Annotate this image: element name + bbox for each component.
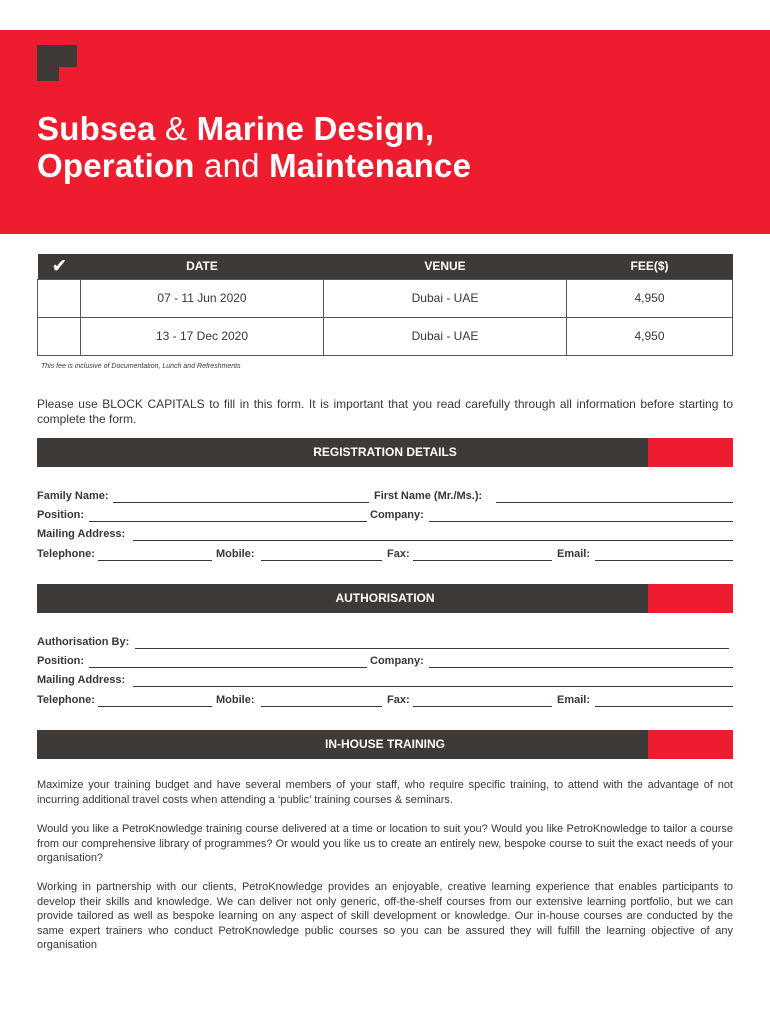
- registration-heading: REGISTRATION DETAILS: [313, 445, 457, 459]
- header-banner: [0, 30, 770, 234]
- first-name-field[interactable]: [496, 502, 733, 503]
- family-name-label: Family Name:: [37, 490, 109, 502]
- form-row: [37, 636, 733, 652]
- venue-cell: Dubai - UAE: [324, 317, 567, 355]
- fee-header: FEE($): [567, 254, 733, 279]
- instructions: Please use BLOCK CAPITALS to fill in this form. It is important that you read carefully through all information before starting to complete the form.: [37, 397, 733, 426]
- email-field[interactable]: [595, 706, 733, 707]
- mobile-field[interactable]: [261, 560, 382, 561]
- company-field[interactable]: [429, 521, 733, 522]
- position-field[interactable]: [89, 667, 367, 668]
- mailing-address-label: Mailing Address:: [37, 528, 126, 540]
- mailing-address-field[interactable]: [133, 686, 733, 687]
- fax-label: Fax:: [387, 548, 410, 560]
- mailing-address-field[interactable]: [133, 540, 733, 541]
- select-checkbox[interactable]: [38, 317, 81, 355]
- fee-cell: 4,950: [567, 317, 733, 355]
- company-field[interactable]: [429, 667, 733, 668]
- date-cell: 13 - 17 Dec 2020: [81, 317, 324, 355]
- form-row: [37, 548, 733, 564]
- select-checkbox[interactable]: [38, 279, 81, 317]
- registration-heading-bar: [37, 438, 733, 467]
- mobile-label: Mobile:: [216, 694, 255, 706]
- brand-logo: [37, 45, 77, 81]
- table-row: [38, 317, 733, 355]
- schedule-header-row: [38, 254, 733, 279]
- email-label: Email:: [557, 548, 591, 560]
- inhouse-paragraph-3: Working in partnership with our clients, PetroKnowledge provides an enjoyable, creative learning experience that enables participants to develop their skills and knowledge. We can deliver not only generic, off-the-shelf courses from our extensive learning portfolio, but we can provide tailored as well as bespoke learning on any aspect of skill development or knowledge. Our in-house courses are conducted by the same expert trainers who conduct PetroKnowledge public courses so you can be assured they will fulfill the learning objective of any organisation: [37, 881, 733, 951]
- date-header: DATE: [81, 254, 324, 279]
- course-title: [37, 110, 471, 184]
- telephone-label: Telephone:: [37, 548, 95, 560]
- position-label: Position:: [37, 509, 85, 521]
- telephone-field[interactable]: [98, 706, 212, 707]
- inhouse-heading: IN-HOUSE TRAINING: [325, 737, 445, 751]
- authorisation-heading-bar: [37, 584, 733, 613]
- fee-cell: 4,950: [567, 279, 733, 317]
- form-row: [37, 490, 733, 506]
- company-label: Company:: [370, 655, 424, 667]
- telephone-field[interactable]: [98, 560, 212, 561]
- fax-field[interactable]: [413, 706, 552, 707]
- authorised-by-field[interactable]: [135, 648, 729, 649]
- mobile-label: Mobile:: [216, 548, 255, 560]
- form-row: [37, 509, 733, 525]
- first-name-label: First Name (Mr./Ms.):: [374, 490, 483, 502]
- title-line-2: Operation and Maintenance: [37, 147, 472, 184]
- position-label: Position:: [37, 655, 85, 667]
- form-row: [37, 655, 733, 671]
- table-row: [38, 279, 733, 317]
- fax-field[interactable]: [413, 560, 552, 561]
- telephone-label: Telephone:: [37, 694, 95, 706]
- company-label: Company:: [370, 509, 424, 521]
- email-label: Email:: [557, 694, 591, 706]
- mailing-address-label: Mailing Address:: [37, 674, 126, 686]
- form-row: [37, 694, 733, 710]
- fax-label: Fax:: [387, 694, 410, 706]
- venue-cell: Dubai - UAE: [324, 279, 567, 317]
- email-field[interactable]: [595, 560, 733, 561]
- fee-note: This fee is inclusive of Documentation, Lunch and Refreshments: [41, 363, 241, 370]
- date-cell: 07 - 11 Jun 2020: [81, 279, 324, 317]
- inhouse-paragraph-2: Would you like a PetroKnowledge training course delivered at a time or location to suit you? Would you like PetroKnowledge to tailor a course from our comprehensive library of programmes? Or would you like us to create an entirely new, bespoke course to suit the exact needs of your organisation?: [37, 823, 733, 864]
- form-row: [37, 528, 733, 544]
- title-line-1: Subsea & Marine Design,: [37, 110, 435, 147]
- inhouse-heading-bar: [37, 730, 733, 759]
- position-field[interactable]: [89, 521, 367, 522]
- mobile-field[interactable]: [261, 706, 382, 707]
- check-mark-icon: ✔: [38, 254, 81, 279]
- schedule-table: [37, 254, 733, 356]
- family-name-field[interactable]: [113, 502, 369, 503]
- authorisation-heading: AUTHORISATION: [335, 591, 435, 605]
- inhouse-paragraph-1: Maximize your training budget and have several members of your staff, who require specific training, to attend with the advantage of not incurring additional travel costs when attending a ‘public’ training courses & seminars.: [37, 779, 733, 806]
- form-row: [37, 674, 733, 690]
- venue-header: VENUE: [324, 254, 567, 279]
- authorised-by-label: Authorisation By:: [37, 636, 130, 648]
